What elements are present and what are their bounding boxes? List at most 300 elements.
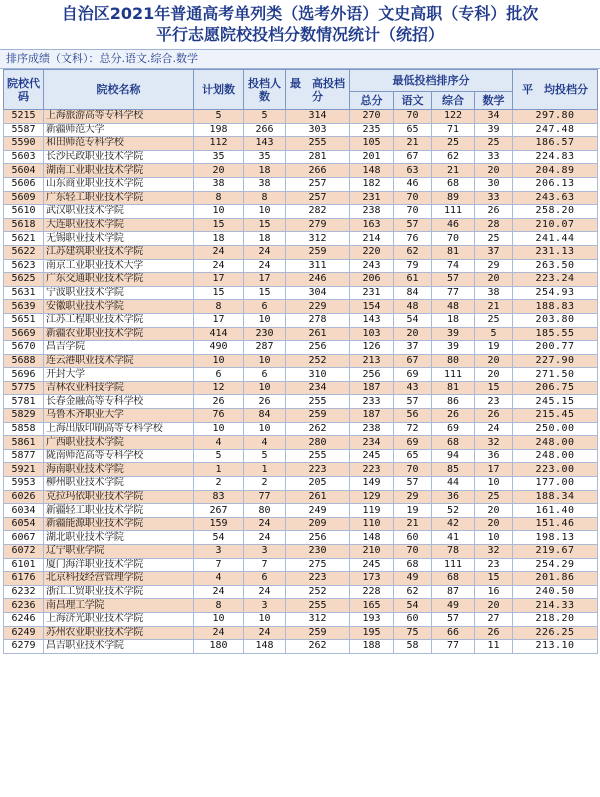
header-name: 院校名称 — [44, 70, 194, 110]
cell-min-comprehensive: 36 — [432, 490, 475, 504]
cell-min-total: 231 — [350, 286, 394, 300]
cell-min-math: 23 — [475, 558, 513, 572]
cell-plan: 38 — [194, 177, 244, 191]
table-row — [4, 436, 598, 450]
cell-max-score: 209 — [286, 517, 350, 531]
cell-plan: 17 — [194, 273, 244, 287]
cell-name: 南昌理工学院 — [44, 599, 194, 613]
cell-code: 6067 — [4, 531, 44, 545]
cell-plan: 490 — [194, 341, 244, 355]
cell-min-total: 245 — [350, 449, 394, 463]
cell-min-math: 36 — [475, 449, 513, 463]
cell-plan: 4 — [194, 572, 244, 586]
cell-min-total: 143 — [350, 313, 394, 327]
cell-plan: 8 — [194, 300, 244, 314]
cell-min-total: 243 — [350, 259, 394, 273]
cell-min-comprehensive: 44 — [432, 477, 475, 491]
cell-name: 连云港职业技术学院 — [44, 354, 194, 368]
cell-avg-score: 214.33 — [513, 599, 598, 613]
cell-min-total: 173 — [350, 572, 394, 586]
cell-min-chinese: 54 — [394, 599, 432, 613]
cell-admitted: 2 — [244, 477, 286, 491]
cell-min-math: 15 — [475, 381, 513, 395]
cell-min-chinese: 54 — [394, 313, 432, 327]
cell-max-score: 246 — [286, 273, 350, 287]
cell-min-chinese: 65 — [394, 123, 432, 137]
cell-min-math: 21 — [475, 300, 513, 314]
cell-name: 湖南工业职业技术学院 — [44, 164, 194, 178]
cell-name: 上海济光职业技术学院 — [44, 612, 194, 626]
cell-admitted: 24 — [244, 245, 286, 259]
cell-min-comprehensive: 49 — [432, 599, 475, 613]
cell-min-chinese: 63 — [394, 164, 432, 178]
cell-min-math: 24 — [475, 422, 513, 436]
header-min-math: 数学 — [475, 92, 513, 110]
cell-admitted: 24 — [244, 531, 286, 545]
table-row — [4, 490, 598, 504]
cell-code: 5609 — [4, 191, 44, 205]
cell-avg-score: 231.13 — [513, 245, 598, 259]
cell-admitted: 15 — [244, 286, 286, 300]
cell-min-math: 20 — [475, 517, 513, 531]
cell-min-total: 193 — [350, 612, 394, 626]
cell-min-total: 214 — [350, 232, 394, 246]
table-row — [4, 517, 598, 531]
cell-max-score: 280 — [286, 436, 350, 450]
cell-admitted: 6 — [244, 572, 286, 586]
cell-plan: 15 — [194, 218, 244, 232]
table-row — [4, 381, 598, 395]
cell-min-math: 27 — [475, 612, 513, 626]
cell-name: 浙江工贸职业技术学院 — [44, 585, 194, 599]
cell-min-comprehensive: 85 — [432, 463, 475, 477]
cell-plan: 8 — [194, 599, 244, 613]
header-avg-score: 平 均投档分 — [513, 70, 598, 110]
cell-admitted: 15 — [244, 218, 286, 232]
cell-name: 湖北职业技术学院 — [44, 531, 194, 545]
cell-min-math: 25 — [475, 137, 513, 151]
cell-avg-score: 223.24 — [513, 273, 598, 287]
cell-min-chinese: 60 — [394, 531, 432, 545]
cell-min-chinese: 60 — [394, 612, 432, 626]
cell-plan: 10 — [194, 612, 244, 626]
cell-max-score: 252 — [286, 585, 350, 599]
cell-name: 上海出版印刷高等专科学校 — [44, 422, 194, 436]
table-row — [4, 504, 598, 518]
cell-min-comprehensive: 86 — [432, 395, 475, 409]
cell-avg-score: 254.29 — [513, 558, 598, 572]
cell-avg-score: 250.00 — [513, 422, 598, 436]
table-row — [4, 599, 598, 613]
cell-max-score: 230 — [286, 545, 350, 559]
table-row — [4, 300, 598, 314]
cell-min-total: 235 — [350, 123, 394, 137]
cell-min-comprehensive: 111 — [432, 368, 475, 382]
cell-min-comprehensive: 66 — [432, 626, 475, 640]
cell-avg-score: 245.15 — [513, 395, 598, 409]
cell-max-score: 261 — [286, 490, 350, 504]
cell-min-math: 38 — [475, 286, 513, 300]
cell-plan: 10 — [194, 205, 244, 219]
cell-code: 5696 — [4, 368, 44, 382]
cell-admitted: 10 — [244, 422, 286, 436]
cell-min-comprehensive: 89 — [432, 191, 475, 205]
cell-min-math: 26 — [475, 205, 513, 219]
cell-min-math: 32 — [475, 545, 513, 559]
cell-avg-score: 247.48 — [513, 123, 598, 137]
cell-name: 柳州职业技术学院 — [44, 477, 194, 491]
cell-plan: 5 — [194, 449, 244, 463]
cell-name: 新疆轻工职业技术学院 — [44, 504, 194, 518]
cell-max-score: 229 — [286, 300, 350, 314]
cell-min-comprehensive: 68 — [432, 572, 475, 586]
table-body — [4, 110, 598, 654]
cell-min-total: 182 — [350, 177, 394, 191]
cell-admitted: 8 — [244, 191, 286, 205]
cell-max-score: 257 — [286, 177, 350, 191]
cell-max-score: 205 — [286, 477, 350, 491]
cell-plan: 24 — [194, 245, 244, 259]
cell-min-total: 105 — [350, 137, 394, 151]
cell-min-total: 149 — [350, 477, 394, 491]
cell-avg-score: 258.20 — [513, 205, 598, 219]
cell-min-math: 5 — [475, 327, 513, 341]
cell-max-score: 259 — [286, 626, 350, 640]
cell-plan: 5 — [194, 110, 244, 124]
cell-admitted: 10 — [244, 381, 286, 395]
cell-plan: 112 — [194, 137, 244, 151]
cell-code: 6026 — [4, 490, 44, 504]
cell-min-comprehensive: 42 — [432, 517, 475, 531]
table-row — [4, 137, 598, 151]
cell-code: 5921 — [4, 463, 44, 477]
cell-min-math: 29 — [475, 259, 513, 273]
cell-min-math: 17 — [475, 463, 513, 477]
cell-code: 5610 — [4, 205, 44, 219]
cell-admitted: 230 — [244, 327, 286, 341]
cell-code: 6101 — [4, 558, 44, 572]
cell-min-comprehensive: 68 — [432, 436, 475, 450]
cell-name: 厦门海洋职业技术学院 — [44, 558, 194, 572]
cell-admitted: 6 — [244, 300, 286, 314]
cell-plan: 24 — [194, 585, 244, 599]
cell-min-chinese: 19 — [394, 504, 432, 518]
cell-code: 5639 — [4, 300, 44, 314]
cell-min-chinese: 43 — [394, 381, 432, 395]
cell-min-total: 238 — [350, 422, 394, 436]
cell-min-comprehensive: 62 — [432, 150, 475, 164]
cell-name: 无锡职业技术学院 — [44, 232, 194, 246]
cell-avg-score: 151.46 — [513, 517, 598, 531]
cell-admitted: 143 — [244, 137, 286, 151]
cell-max-score: 256 — [286, 531, 350, 545]
cell-name: 新疆能源职业技术学院 — [44, 517, 194, 531]
cell-min-chinese: 29 — [394, 490, 432, 504]
cell-min-total: 110 — [350, 517, 394, 531]
cell-min-math: 30 — [475, 177, 513, 191]
cell-avg-score: 185.55 — [513, 327, 598, 341]
cell-min-total: 126 — [350, 341, 394, 355]
sort-note: 排序成绩（文科）：总分.语文.综合.数学 — [0, 49, 600, 69]
cell-admitted: 7 — [244, 558, 286, 572]
cell-name: 广东交通职业技术学院 — [44, 273, 194, 287]
cell-name: 和田师范专科学校 — [44, 137, 194, 151]
cell-max-score: 257 — [286, 191, 350, 205]
cell-admitted: 38 — [244, 177, 286, 191]
cell-admitted: 3 — [244, 545, 286, 559]
cell-min-math: 10 — [475, 477, 513, 491]
cell-min-math: 23 — [475, 395, 513, 409]
table-row — [4, 273, 598, 287]
cell-admitted: 18 — [244, 164, 286, 178]
cell-min-chinese: 49 — [394, 572, 432, 586]
cell-avg-score: 248.00 — [513, 449, 598, 463]
cell-min-math: 20 — [475, 368, 513, 382]
cell-name: 江苏建筑职业技术学院 — [44, 245, 194, 259]
cell-min-comprehensive: 111 — [432, 205, 475, 219]
cell-max-score: 311 — [286, 259, 350, 273]
header-admitted: 投档人数 — [244, 70, 286, 110]
cell-avg-score: 241.44 — [513, 232, 598, 246]
cell-min-chinese: 70 — [394, 191, 432, 205]
cell-name: 辽宁职业学院 — [44, 545, 194, 559]
cell-max-score: 312 — [286, 232, 350, 246]
cell-name: 安徽职业技术学院 — [44, 300, 194, 314]
cell-admitted: 77 — [244, 490, 286, 504]
cell-max-score: 255 — [286, 599, 350, 613]
cell-min-chinese: 79 — [394, 259, 432, 273]
cell-min-total: 154 — [350, 300, 394, 314]
cell-code: 5623 — [4, 259, 44, 273]
cell-code: 5604 — [4, 164, 44, 178]
table-row — [4, 395, 598, 409]
cell-avg-score: 227.90 — [513, 354, 598, 368]
cell-code: 5829 — [4, 409, 44, 423]
cell-name: 广东轻工职业技术学院 — [44, 191, 194, 205]
cell-max-score: 282 — [286, 205, 350, 219]
cell-avg-score: 203.80 — [513, 313, 598, 327]
cell-name: 海南职业技术学院 — [44, 463, 194, 477]
cell-code: 5625 — [4, 273, 44, 287]
table-row — [4, 626, 598, 640]
cell-avg-score: 177.00 — [513, 477, 598, 491]
cell-min-total: 187 — [350, 409, 394, 423]
cell-min-chinese: 70 — [394, 545, 432, 559]
cell-avg-score: 198.13 — [513, 531, 598, 545]
cell-min-total: 103 — [350, 327, 394, 341]
cell-avg-score: 204.89 — [513, 164, 598, 178]
cell-name: 新疆农业职业技术学院 — [44, 327, 194, 341]
cell-plan: 18 — [194, 232, 244, 246]
cell-min-comprehensive: 57 — [432, 612, 475, 626]
cell-min-comprehensive: 39 — [432, 327, 475, 341]
cell-name: 新疆师范大学 — [44, 123, 194, 137]
cell-min-total: 206 — [350, 273, 394, 287]
cell-min-total: 165 — [350, 599, 394, 613]
cell-min-comprehensive: 81 — [432, 381, 475, 395]
cell-code: 6249 — [4, 626, 44, 640]
cell-avg-score: 213.10 — [513, 640, 598, 654]
table-row — [4, 545, 598, 559]
cell-min-total: 148 — [350, 531, 394, 545]
cell-admitted: 17 — [244, 273, 286, 287]
cell-max-score: 223 — [286, 572, 350, 586]
cell-min-chinese: 62 — [394, 585, 432, 599]
cell-min-chinese: 48 — [394, 300, 432, 314]
cell-plan: 6 — [194, 368, 244, 382]
table-row — [4, 123, 598, 137]
cell-min-chinese: 21 — [394, 137, 432, 151]
cell-min-math: 26 — [475, 409, 513, 423]
cell-code: 5622 — [4, 245, 44, 259]
table-row — [4, 232, 598, 246]
cell-code: 6054 — [4, 517, 44, 531]
cell-avg-score: 188.83 — [513, 300, 598, 314]
cell-min-comprehensive: 80 — [432, 354, 475, 368]
cell-min-total: 129 — [350, 490, 394, 504]
cell-min-math: 33 — [475, 191, 513, 205]
cell-avg-score: 161.40 — [513, 504, 598, 518]
cell-name: 乌鲁木齐职业大学 — [44, 409, 194, 423]
cell-plan: 159 — [194, 517, 244, 531]
cell-min-math: 20 — [475, 164, 513, 178]
cell-plan: 12 — [194, 381, 244, 395]
cell-min-chinese: 75 — [394, 626, 432, 640]
cell-min-total: 163 — [350, 218, 394, 232]
cell-min-total: 148 — [350, 164, 394, 178]
cell-min-chinese: 20 — [394, 327, 432, 341]
cell-admitted: 266 — [244, 123, 286, 137]
cell-admitted: 10 — [244, 612, 286, 626]
cell-name: 陇南师范高等专科学校 — [44, 449, 194, 463]
table-row — [4, 585, 598, 599]
cell-avg-score: 226.25 — [513, 626, 598, 640]
cell-min-total: 234 — [350, 436, 394, 450]
table-row — [4, 259, 598, 273]
cell-name: 广西职业技术学院 — [44, 436, 194, 450]
cell-code: 5606 — [4, 177, 44, 191]
cell-admitted: 24 — [244, 585, 286, 599]
cell-min-comprehensive: 111 — [432, 558, 475, 572]
cell-admitted: 26 — [244, 395, 286, 409]
cell-code: 5631 — [4, 286, 44, 300]
table-row — [4, 449, 598, 463]
cell-min-chinese: 58 — [394, 640, 432, 654]
cell-plan: 17 — [194, 313, 244, 327]
cell-code: 5858 — [4, 422, 44, 436]
cell-admitted: 24 — [244, 517, 286, 531]
cell-min-math: 26 — [475, 626, 513, 640]
cell-min-math: 11 — [475, 640, 513, 654]
header-min-rank-group: 最低投档排序分 — [350, 70, 513, 92]
cell-plan: 4 — [194, 436, 244, 450]
cell-min-total: 245 — [350, 558, 394, 572]
cell-name: 大连职业技术学院 — [44, 218, 194, 232]
cell-code: 5603 — [4, 150, 44, 164]
cell-max-score: 310 — [286, 368, 350, 382]
cell-code: 5618 — [4, 218, 44, 232]
cell-plan: 24 — [194, 259, 244, 273]
header-code: 院校代码 — [4, 70, 44, 110]
cell-min-chinese: 67 — [394, 150, 432, 164]
cell-avg-score: 243.63 — [513, 191, 598, 205]
cell-max-score: 259 — [286, 409, 350, 423]
cell-min-math: 20 — [475, 504, 513, 518]
cell-code: 5621 — [4, 232, 44, 246]
cell-max-score: 314 — [286, 110, 350, 124]
cell-max-score: 255 — [286, 449, 350, 463]
table-row — [4, 477, 598, 491]
cell-name: 昌吉职业技术学院 — [44, 640, 194, 654]
cell-avg-score: 297.80 — [513, 110, 598, 124]
cell-min-total: 213 — [350, 354, 394, 368]
cell-avg-score: 201.86 — [513, 572, 598, 586]
cell-plan: 10 — [194, 354, 244, 368]
cell-name: 吉林农业科技学院 — [44, 381, 194, 395]
cell-min-chinese: 57 — [394, 218, 432, 232]
cell-name: 上海旅游高等专科学校 — [44, 110, 194, 124]
cell-max-score: 275 — [286, 558, 350, 572]
cell-code: 5953 — [4, 477, 44, 491]
table-row — [4, 164, 598, 178]
title-line-2: 平行志愿院校投档分数情况统计（统招） — [155, 25, 444, 44]
cell-min-total: 195 — [350, 626, 394, 640]
table-row — [4, 327, 598, 341]
cell-min-chinese: 56 — [394, 409, 432, 423]
cell-name: 江苏工程职业技术学院 — [44, 313, 194, 327]
cell-max-score: 262 — [286, 640, 350, 654]
table-row — [4, 368, 598, 382]
cell-min-total: 187 — [350, 381, 394, 395]
cell-min-chinese: 76 — [394, 232, 432, 246]
cell-name: 北京科技经营管理学院 — [44, 572, 194, 586]
cell-max-score: 256 — [286, 341, 350, 355]
cell-min-comprehensive: 21 — [432, 164, 475, 178]
cell-max-score: 255 — [286, 395, 350, 409]
cell-code: 5670 — [4, 341, 44, 355]
cell-min-chinese: 68 — [394, 558, 432, 572]
cell-min-chinese: 69 — [394, 368, 432, 382]
cell-code: 6246 — [4, 612, 44, 626]
cell-plan: 76 — [194, 409, 244, 423]
cell-admitted: 18 — [244, 232, 286, 246]
cell-code: 6176 — [4, 572, 44, 586]
cell-name: 长沙民政职业技术学院 — [44, 150, 194, 164]
cell-min-chinese: 69 — [394, 436, 432, 450]
cell-avg-score: 271.50 — [513, 368, 598, 382]
cell-min-comprehensive: 122 — [432, 110, 475, 124]
cell-plan: 24 — [194, 626, 244, 640]
cell-min-chinese: 70 — [394, 205, 432, 219]
cell-min-chinese: 46 — [394, 177, 432, 191]
cell-name: 苏州农业职业技术学院 — [44, 626, 194, 640]
cell-min-math: 20 — [475, 273, 513, 287]
cell-min-chinese: 57 — [394, 395, 432, 409]
cell-avg-score: 218.20 — [513, 612, 598, 626]
cell-plan: 83 — [194, 490, 244, 504]
cell-code: 5651 — [4, 313, 44, 327]
cell-min-total: 228 — [350, 585, 394, 599]
cell-name: 武汉职业技术学院 — [44, 205, 194, 219]
cell-min-comprehensive: 69 — [432, 422, 475, 436]
cell-min-chinese: 21 — [394, 517, 432, 531]
cell-plan: 15 — [194, 286, 244, 300]
cell-max-score: 281 — [286, 150, 350, 164]
cell-admitted: 24 — [244, 626, 286, 640]
cell-name: 克拉玛依职业技术学院 — [44, 490, 194, 504]
cell-max-score: 262 — [286, 422, 350, 436]
cell-min-comprehensive: 71 — [432, 123, 475, 137]
